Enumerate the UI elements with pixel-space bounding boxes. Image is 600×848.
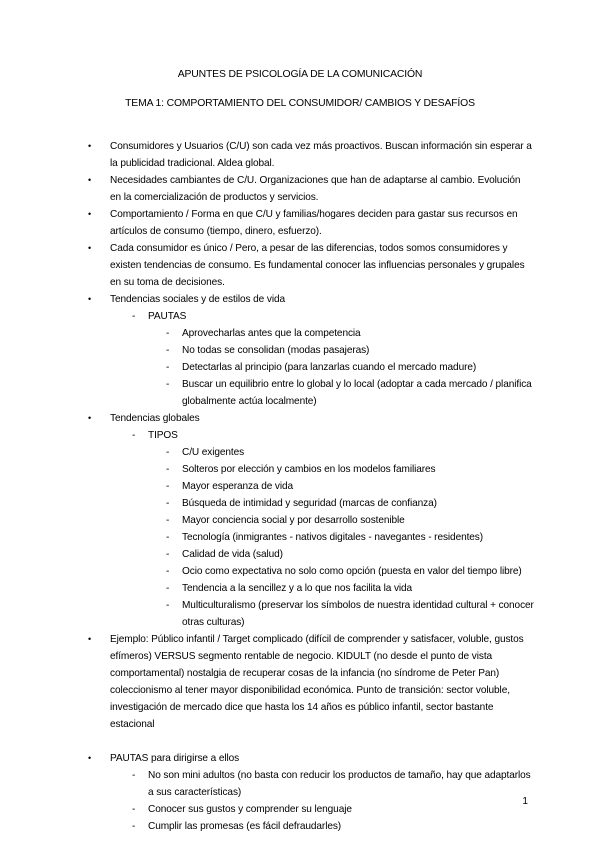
outline-item-text: Buscar un equilibrio entre lo global y lo local (adoptar a cada mercado / planifica globalmente actúa localmente) xyxy=(182,379,532,407)
bullet-icon xyxy=(88,291,110,308)
outline-item-level-2 xyxy=(166,512,534,529)
dash-icon xyxy=(132,308,148,325)
outline-item-text: No son mini adultos (no basta con reducir los productos de tamaño, hay que adaptarlos a sus características) xyxy=(148,770,531,798)
dash-icon xyxy=(132,767,148,784)
outline-item-text: Cada consumidor es único / Pero, a pesar de las diferencias, todos somos consumidores y existen tendencias de consumo. Es fundamental conocer las influencias personales y grupales en su toma de decisiones. xyxy=(110,243,525,288)
outline-item-text: Consumidores y Usuarios (C/U) son cada vez más proactivos. Buscan información sin esperar a la publicidad tradicional. Aldea global. xyxy=(110,141,532,169)
outline-item-level-0 xyxy=(88,410,534,427)
outline-item-level-2 xyxy=(166,529,534,546)
outline-item-level-2 xyxy=(166,495,534,512)
outline-item-level-2 xyxy=(166,325,534,342)
outline-item-text: Aprovecharlas antes que la competencia xyxy=(182,328,361,339)
page-number: 1 xyxy=(522,796,528,807)
dash-icon xyxy=(166,342,182,359)
outline-item-text: TIPOS xyxy=(148,430,178,441)
outline-item-level-1 xyxy=(132,427,534,444)
outline-item-text: Cumplir las promesas (es fácil defraudarles) xyxy=(148,821,342,832)
outline-item-text: Ejemplo: Público infantil / Target complicado (difícil de comprender y satisfacer, voluble, gustos efímeros) VERSUS segmento rentable de negocio. KIDULT (no desde el punto de vista comportamental) nostalgia de recuperar cosas de la infancia (no síndrome de Peter Pan) coleccionismo al tener mayor disponibilidad económica. Punto de transición: sector voluble, investigación de mercado dice que hasta los 14 años es público infantil, sector bastante estacional xyxy=(110,634,524,730)
outline-item-level-0 xyxy=(88,172,534,206)
dash-icon xyxy=(166,461,182,478)
outline-item-level-2 xyxy=(166,478,534,495)
outline-item-text: Calidad de vida (salud) xyxy=(182,549,283,560)
page-subtitle: TEMA 1: COMPORTAMIENTO DEL CONSUMIDOR/ CAMBIOS Y DESAFÍOS xyxy=(125,98,475,109)
outline-item-text: Tendencias globales xyxy=(110,413,200,424)
page-title: APUNTES DE PSICOLOGÍA DE LA COMUNICACIÓN xyxy=(177,69,423,80)
outline-item-level-0 xyxy=(88,291,534,308)
outline-item-level-2 xyxy=(166,461,534,478)
outline-body xyxy=(88,138,534,835)
bullet-icon xyxy=(88,240,110,257)
outline-item-text: Multiculturalismo (preservar los símbolos de nuestra identidad cultural + conocer otras culturas) xyxy=(182,600,534,628)
dash-icon xyxy=(166,376,182,393)
dash-icon xyxy=(166,563,182,580)
document-header xyxy=(0,66,600,112)
dash-icon xyxy=(166,444,182,461)
outline-item-text: C/U exigentes xyxy=(182,447,245,458)
outline-item-level-0 xyxy=(88,240,534,291)
outline-item-text: PAUTAS xyxy=(148,311,187,322)
outline-item-text: Mayor conciencia social y por desarrollo sostenible xyxy=(182,515,405,526)
bullet-icon xyxy=(88,410,110,427)
outline-item-level-1 xyxy=(132,818,534,835)
dash-icon xyxy=(166,359,182,376)
dash-icon xyxy=(166,546,182,563)
bullet-icon xyxy=(88,206,110,223)
bullet-icon xyxy=(88,750,110,767)
outline-item-text: Conocer sus gustos y comprender su lenguaje xyxy=(148,804,352,815)
dash-icon xyxy=(166,529,182,546)
outline-item-level-1 xyxy=(132,308,534,325)
outline-item-level-2 xyxy=(166,597,534,631)
outline-item-level-0 xyxy=(88,631,534,733)
outline-item-text: Detectarlas al principio (para lanzarlas cuando el mercado madure) xyxy=(182,362,477,373)
dash-icon xyxy=(132,818,148,835)
dash-icon xyxy=(166,325,182,342)
dash-icon xyxy=(166,495,182,512)
dash-icon xyxy=(166,597,182,614)
outline-item-level-2 xyxy=(166,563,534,580)
outline-item-text: Búsqueda de intimidad y seguridad (marcas de confianza) xyxy=(182,498,437,509)
outline-item-level-2 xyxy=(166,359,534,376)
outline-item-text: Mayor esperanza de vida xyxy=(182,481,294,492)
outline-item-text: Necesidades cambiantes de C/U. Organizaciones que han de adaptarse al cambio. Evolución en la comercialización de productos y servicios. xyxy=(110,175,521,203)
outline-item-text: Ocio como expectativa no solo como opción (puesta en valor del tiempo libre) xyxy=(182,566,522,577)
dash-icon xyxy=(166,580,182,597)
outline-item-level-2 xyxy=(166,376,534,410)
outline-item-text: PAUTAS para dirigirse a ellos xyxy=(110,753,240,764)
outline-item-level-2 xyxy=(166,444,534,461)
outline-item-text: Solteros por elección y cambios en los modelos familiares xyxy=(182,464,436,475)
dash-icon xyxy=(166,512,182,529)
outline-item-level-2 xyxy=(166,580,534,597)
dash-icon xyxy=(166,478,182,495)
outline-item-text: Tendencia a la sencillez y a lo que nos facilita la vida xyxy=(182,583,413,594)
outline-item-level-0 xyxy=(88,206,534,240)
outline-item-text: Tecnología (inmigrantes - nativos digitales - navegantes - residentes) xyxy=(182,532,484,543)
outline-item-level-0 xyxy=(88,750,534,767)
bullet-icon xyxy=(88,172,110,189)
dash-icon xyxy=(132,427,148,444)
outline-item-text: Comportamiento / Forma en que C/U y familias/hogares deciden para gastar sus recursos en artículos de consumo (tiempo, dinero, esfuerzo). xyxy=(110,209,518,237)
outline-item-text: Tendencias sociales y de estilos de vida xyxy=(110,294,285,305)
bullet-icon xyxy=(88,631,110,648)
outline-item-level-0 xyxy=(88,138,534,172)
outline-item-level-2 xyxy=(166,546,534,563)
outline-item-text: No todas se consolidan (modas pasajeras) xyxy=(182,345,370,356)
bullet-icon xyxy=(88,138,110,155)
outline-item-level-2 xyxy=(166,342,534,359)
outline-spacer xyxy=(88,733,534,750)
